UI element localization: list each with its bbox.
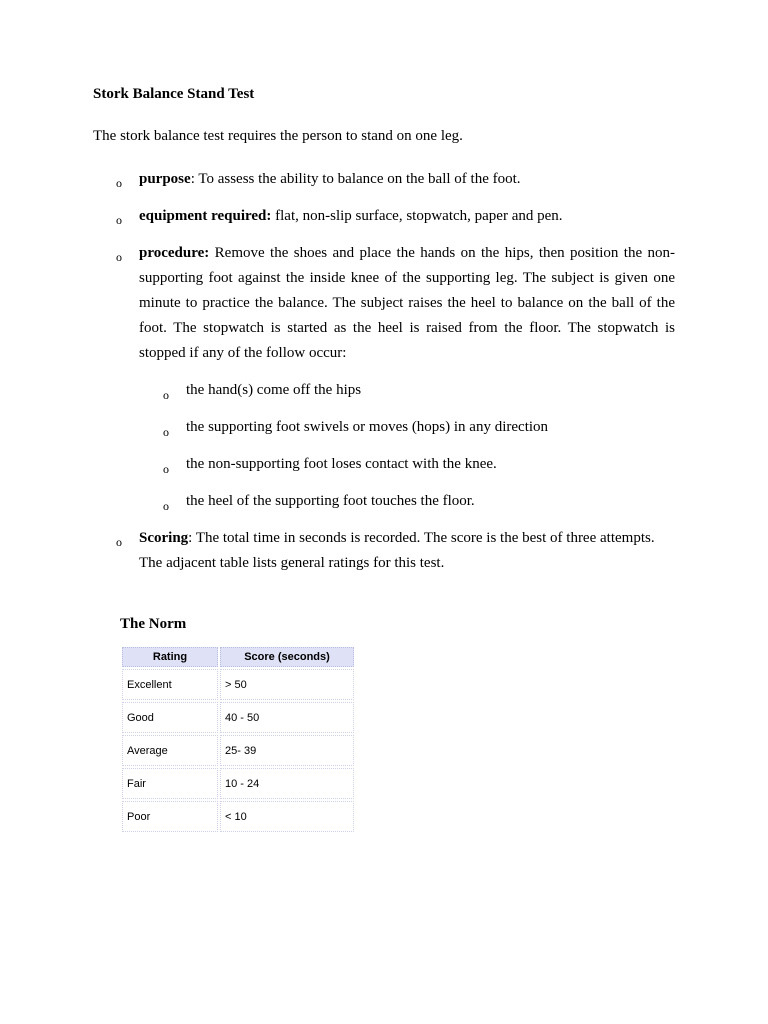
scoring-label: Scoring (139, 530, 189, 546)
rating-cell: Good (122, 702, 218, 733)
bullet-icon: o (116, 250, 122, 264)
list-item-scoring (139, 526, 675, 576)
norm-title: The Norm (120, 616, 187, 632)
scoring-text: : The total time in seconds is recorded. The score is the best of three attempts. The adjacent table lists general ratings for this test. (139, 530, 655, 571)
intro-text: The stork balance test requires the person to stand on one leg. (93, 128, 463, 144)
table-row (122, 768, 354, 799)
bullet-icon: o (163, 462, 169, 476)
procedure-label: procedure: (139, 245, 210, 261)
norm-table (120, 645, 356, 834)
condition-item: the heel of the supporting foot touches the floor. (186, 493, 475, 509)
table-header-row (122, 647, 354, 667)
column-header-rating: Rating (122, 647, 218, 667)
list-item-purpose (139, 167, 675, 192)
bullet-icon: o (163, 388, 169, 402)
condition-item: the hand(s) come off the hips (186, 382, 362, 398)
score-cell: 25- 39 (220, 735, 354, 766)
condition-item: the non-supporting foot loses contact with the knee. (186, 456, 497, 472)
score-cell: > 50 (220, 669, 354, 700)
score-cell: < 10 (220, 801, 354, 832)
rating-cell: Average (122, 735, 218, 766)
score-cell: 40 - 50 (220, 702, 354, 733)
procedure-text: Remove the shoes and place the hands on the hips, then position the non-supporting foot against the inside knee of the supporting leg. The subject is given one minute to practice the balance. The subject raises the heel to balance on the ball of the foot. The stopwatch is started as the heel is raised from the floor. The stopwatch is stopped if any of the follow occur: (139, 245, 675, 361)
bullet-icon: o (163, 425, 169, 439)
bullet-icon: o (163, 499, 169, 513)
purpose-label: purpose (139, 171, 191, 187)
score-cell: 10 - 24 (220, 768, 354, 799)
equipment-text: flat, non-slip surface, stopwatch, paper and pen. (271, 208, 563, 224)
rating-cell: Fair (122, 768, 218, 799)
bullet-icon: o (116, 176, 122, 190)
bullet-icon: o (116, 213, 122, 227)
bullet-icon: o (116, 535, 122, 549)
list-item-equipment (139, 204, 675, 229)
rating-cell: Excellent (122, 669, 218, 700)
page-title: Stork Balance Stand Test (93, 86, 255, 102)
condition-item: the supporting foot swivels or moves (hops) in any direction (186, 419, 549, 435)
table-row (122, 702, 354, 733)
rating-cell: Poor (122, 801, 218, 832)
table-row (122, 735, 354, 766)
purpose-text: : To assess the ability to balance on the ball of the foot. (190, 171, 521, 187)
list-item-procedure (139, 241, 675, 366)
equipment-label: equipment required: (139, 208, 272, 224)
table-row (122, 669, 354, 700)
column-header-score: Score (seconds) (220, 647, 354, 667)
table-row (122, 801, 354, 832)
